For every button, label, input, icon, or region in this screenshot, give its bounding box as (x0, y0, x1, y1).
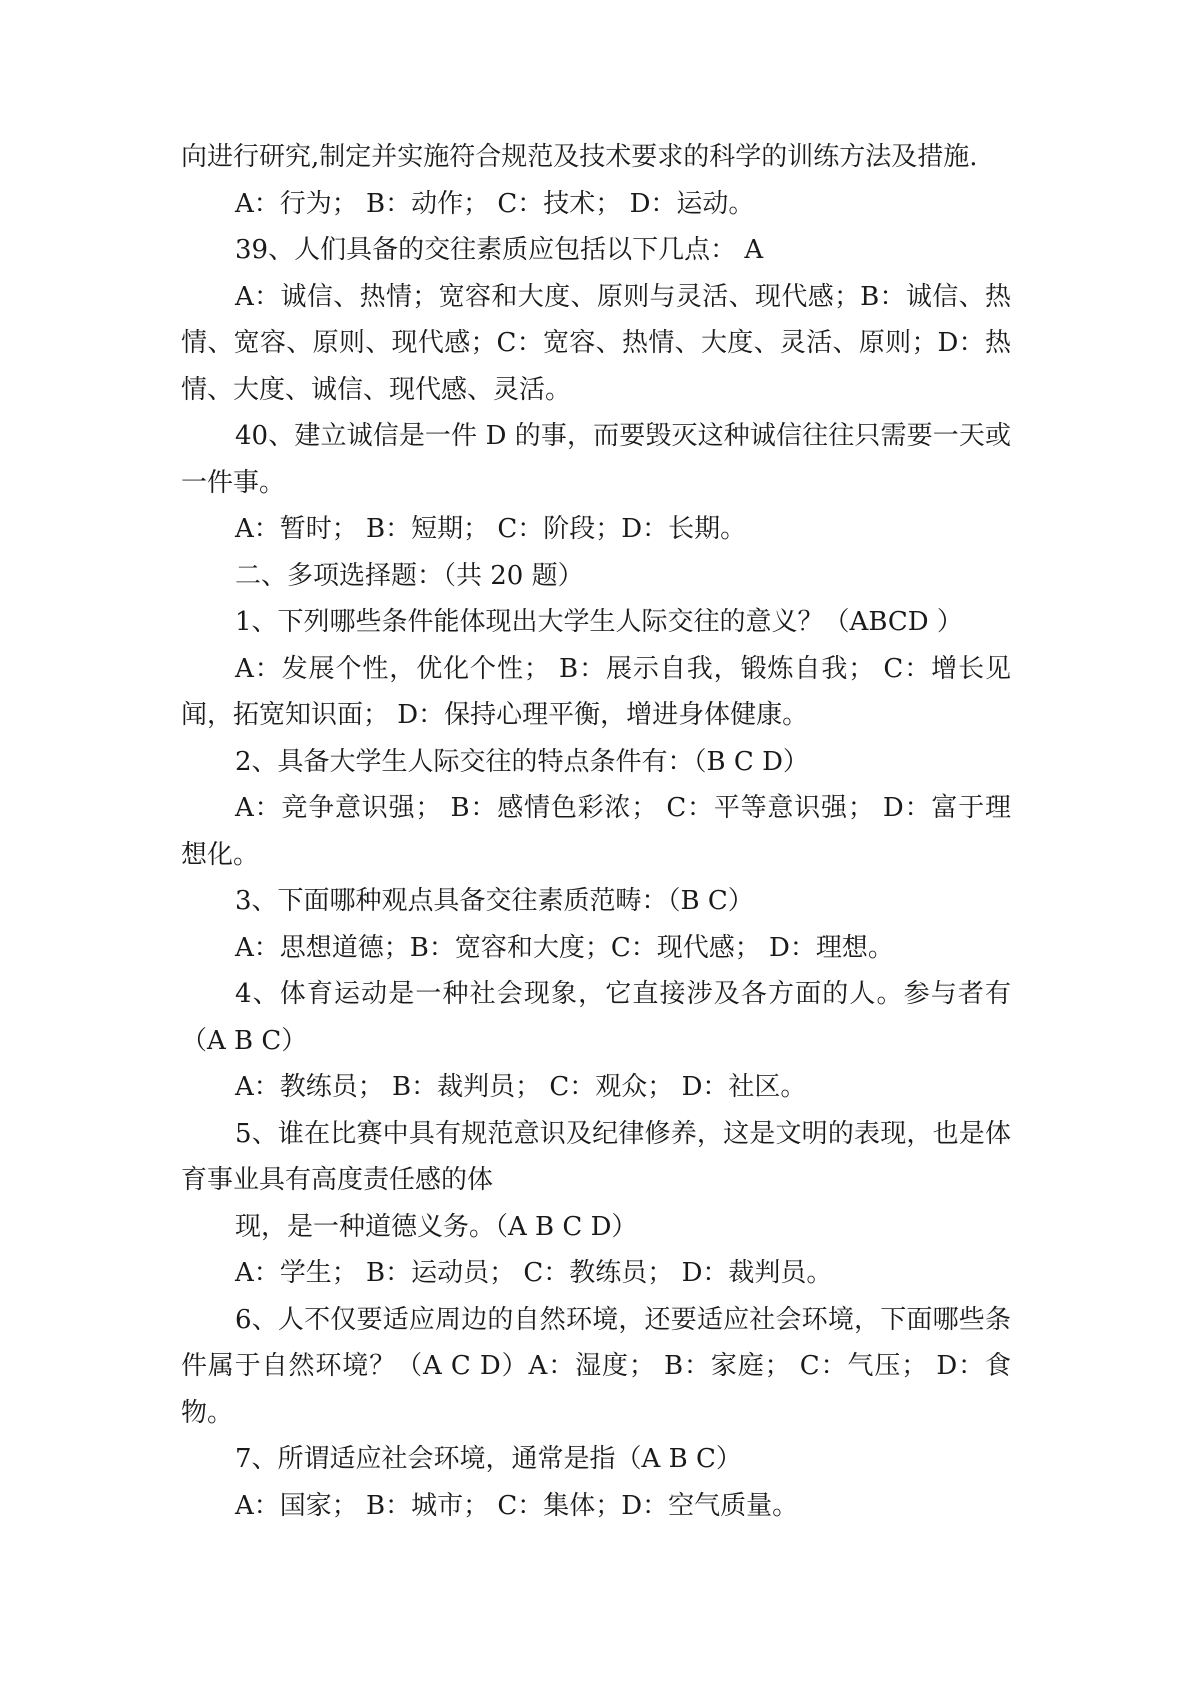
question-m2: 2、具备大学生人际交往的特点条件有：（B C D） (235, 746, 809, 777)
answer-options-39: A：诚信、热情；宽容和大度、原则与灵活、现代感；B：诚信、热情、宽容、原则、现代感；C：宽容、热情、大度、灵活、原则；D：热情、大度、诚信、现代感、灵活。 (181, 281, 1011, 405)
question-m1: 1、下列哪些条件能体现出大学生人际交往的意义？（ABCD ） (235, 607, 963, 637)
question-m5: 5、谁在比赛中具有规范意识及纪律修养，这是文明的表现，也是体育事业具有高度责任感的体 (181, 1118, 1011, 1195)
question-m5-continuation: 现，是一种道德义务。（A B C D） (235, 1211, 638, 1242)
answer-options-40: A：暂时； B：短期； C：阶段；D：长期。 (235, 514, 747, 544)
question-m4: 4、体育运动是一种社会现象，它直接涉及各方面的人。参与者有（A B C） (181, 979, 1011, 1056)
answer-options-m5: A：学生； B：运动员； C：教练员； D：裁判员。 (235, 1258, 833, 1288)
section-heading-multiple-choice: 二、多项选择题：（共 20 题） (235, 560, 584, 591)
question-m3: 3、下面哪种观点具备交往素质范畴：（B C） (235, 886, 754, 916)
question-m7: 7、所谓适应社会环境，通常是指（A B C） (235, 1444, 742, 1474)
document-page (181, 134, 1011, 1529)
answer-options-m3: A：思想道德；B：宽容和大度；C：现代感； D：理想。 (235, 932, 894, 963)
paragraph-continuation: 向进行研究,制定并实施符合规范及技术要求的科学的训练方法及措施. (181, 142, 978, 172)
answer-options-m4: A：教练员； B：裁判员； C：观众； D：社区。 (235, 1072, 807, 1102)
answer-options-m7: A：国家； B：城市； C：集体；D：空气质量。 (235, 1490, 799, 1521)
question-40: 40、建立诚信是一件 D 的事，而要毁灭这种诚信往往只需要一天或一件事。 (181, 421, 1011, 498)
answer-options-m1: A：发展个性，优化个性； B：展示自我，锻炼自我； C：增长见闻，拓宽知识面； D：保持心理平衡，增进身体健康。 (181, 653, 1011, 730)
answer-options-38: A：行为； B：动作； C：技术； D：运动。 (235, 188, 755, 219)
answer-options-m2: A：竞争意识强； B：感情色彩浓； C：平等意识强； D：富于理想化。 (181, 793, 1011, 870)
question-m6: 6、人不仅要适应周边的自然环境，还要适应社会环境，下面哪些条件属于自然环境？（A C D）A：湿度； B：家庭； C：气压； D：食物。 (181, 1304, 1011, 1428)
question-39: 39、人们具备的交往素质应包括以下几点： A (235, 235, 764, 265)
